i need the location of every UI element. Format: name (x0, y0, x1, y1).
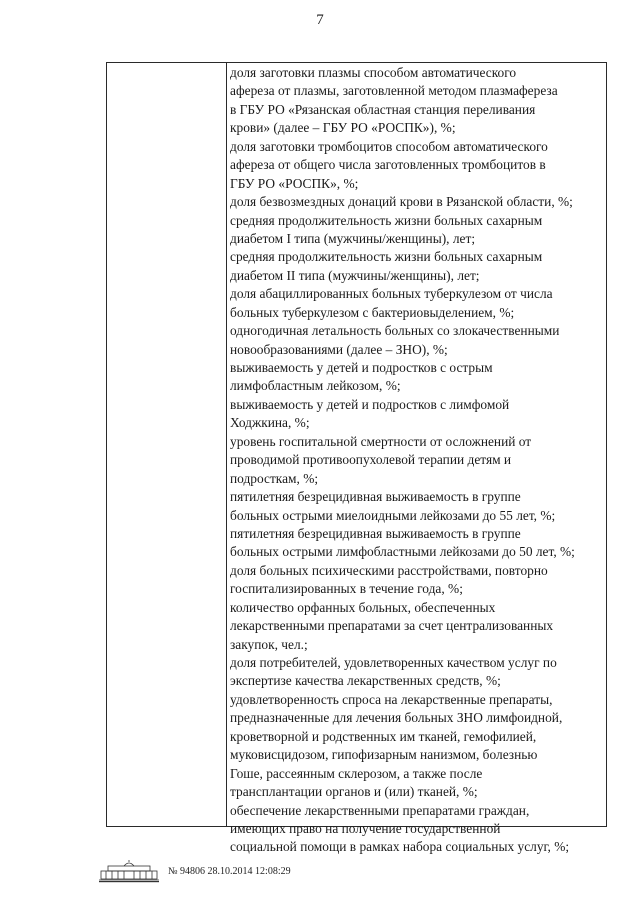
text-line: диабетом II типа (мужчины/женщины), лет; (230, 267, 480, 283)
text-line: доля заготовки плазмы способом автоматического (230, 65, 517, 80)
text-line: муковисцидозом, гипофизарным нанизмом, болезнью (230, 747, 538, 763)
right-cell-text (228, 63, 606, 857)
text-line: пятилетняя безрецидивная выживаемость в группе (230, 489, 521, 505)
text-line: уровень госпитальной смертности от осложнений от (230, 433, 532, 449)
text-line: госпитализированных в течение года, %; (230, 581, 463, 597)
text-line: удовлетворенность спроса на лекарственные препараты, (230, 691, 553, 707)
text-line: средняя продолжительность жизни больных сахарным (230, 249, 543, 265)
text-line: больных острыми лимфобластными лейкозами до 50 лет, %; (230, 544, 575, 560)
text-line: средняя продолжительность жизни больных сахарным (230, 212, 543, 228)
text-line: экспертизе качества лекарственных средств, %; (230, 673, 501, 689)
text-line: афереза от плазмы, заготовленной методом плазмафереза (230, 83, 558, 99)
text-line: лимфобластным лейкозом, %; (230, 378, 401, 394)
text-line: афереза от общего числа заготовленных тромбоцитов в (230, 157, 546, 173)
text-line: закупок, чел.; (230, 636, 308, 652)
text-line: крови» (далее – ГБУ РО «РОСПК»), %; (230, 120, 456, 136)
government-building-logo (98, 859, 160, 883)
text-line: в ГБУ РО «Рязанская областная станция переливания (230, 101, 536, 117)
text-line: проводимой противоопухолевой терапии детям и (230, 452, 512, 468)
text-line: диабетом I типа (мужчины/женщины), лет; (230, 230, 476, 246)
registration-footer (98, 858, 291, 884)
page-number: 7 (316, 12, 324, 28)
text-line: пятилетняя безрецидивная выживаемость в группе (230, 525, 521, 541)
text-line: больных острыми миелоидными лейкозами до 55 лет, %; (230, 507, 556, 523)
text-line: кроветворной и родственных им тканей, гемофилией, (230, 728, 537, 744)
text-line: одногодичная летальность больных со злокачественными (230, 323, 560, 339)
column-divider (226, 63, 227, 826)
text-line: трансплантации органов и (или) тканей, %; (230, 784, 478, 800)
text-line: доля больных психическими расстройствами, повторно (230, 562, 548, 578)
text-line: выживаемость у детей и подростков с острым (230, 360, 493, 375)
text-line: предназначенные для лечения больных ЗНО лимфоидной, (230, 710, 563, 726)
text-line: выживаемость у детей и подростков с лимфомой (230, 396, 510, 412)
text-line: Ходжкина, %; (230, 415, 310, 431)
text-line: обеспечение лекарственными препаратами граждан, (230, 802, 530, 818)
text-line: Гоше, рассеянным склерозом, а также после (230, 765, 483, 781)
text-line: новообразованиями (далее – ЗНО), %; (230, 341, 448, 357)
text-line: социальной помощи в рамках набора социальных услуг, %; (230, 839, 570, 855)
text-line: подросткам, %; (230, 470, 319, 486)
text-line: имеющих право на получение государственной (230, 820, 501, 836)
text-line: доля потребителей, удовлетворенных качеством услуг по (230, 655, 557, 670)
text-line: количество орфанных больных, обеспеченных (230, 599, 496, 615)
registration-number: № 94806 28.10.2014 12:08:29 (168, 865, 291, 877)
text-line: доля безвозмездных донаций крови в Рязанской области, %; (230, 194, 573, 210)
text-line: лекарственными препаратами за счет централизованных (230, 618, 554, 634)
text-line: ГБУ РО «РОСПК», %; (230, 175, 359, 191)
document-table (106, 62, 607, 855)
text-line: доля заготовки тромбоцитов способом автоматического (230, 138, 548, 154)
text-line: больных туберкулезом с бактериовыделением, %; (230, 304, 515, 320)
text-line: доля абациллированных больных туберкулезом от числа (230, 286, 553, 302)
